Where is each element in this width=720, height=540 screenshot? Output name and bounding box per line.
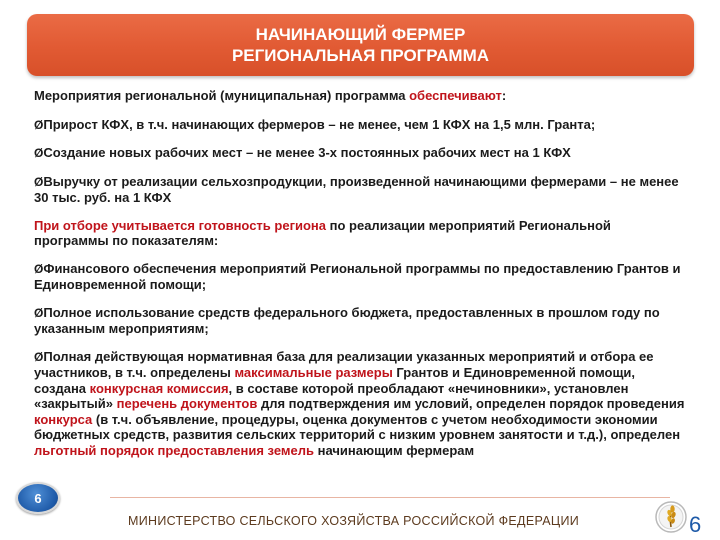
bullet-text: для подтверждения им условий, определен порядок проведения: [257, 396, 685, 411]
arrow-bullet-icon: Ø: [34, 305, 44, 320]
bullet-text: Полная действующая нормативная база для реализации указанных мероприятий и отбора ее участников, в т.ч. определены: [34, 348, 654, 380]
bullet-text: Финансового обеспечения мероприятий Региональной программы по предоставлению Грантов и Единовременной помощи;: [34, 260, 681, 292]
criteria-text: по реализации мероприятий Региональной программы по показателям:: [34, 217, 611, 248]
highlight-commission: конкурсная комиссия: [89, 380, 229, 396]
bullet-jobs: [34, 145, 686, 162]
arrow-bullet-icon: Ø: [34, 349, 44, 364]
bullet-text: Выручку от реализации сельхозпродукции, произведенной начинающими фермерами – не менее 30 тыс. руб. на 1 КФХ: [34, 173, 679, 205]
bullet-text: Грантов и Единовременной помощи, создана: [34, 365, 636, 396]
criteria-highlight: При отборе учитывается готовность региона: [34, 217, 327, 233]
bullet-text: (в т.ч. объявление, процедуры, оценка документов с учетом необходимости экономии бюджетных средств, развития сельских территорий с низким уровнем занятости и т.д.), определен: [34, 411, 681, 442]
arrow-bullet-icon: Ø: [34, 261, 44, 276]
title-banner: [27, 14, 694, 76]
intro-paragraph: [34, 88, 686, 104]
highlight-contest: конкурса: [34, 411, 93, 427]
arrow-bullet-icon: Ø: [34, 174, 44, 189]
highlight-documents-list: перечень документов: [116, 396, 258, 411]
bullet-regulatory-base: [34, 349, 686, 459]
intro-colon: :: [501, 88, 507, 103]
ministry-name: МИНИСТЕРСТВО СЕЛЬСКОГО ХОЗЯЙСТВА РОССИЙСКОЙ ФЕДЕРАЦИИ: [128, 514, 580, 528]
title-line-1: НАЧИНАЮЩИЙ ФЕРМЕР: [255, 25, 466, 44]
title-line-2: РЕГИОНАЛЬНАЯ ПРОГРАММА: [231, 46, 490, 65]
intro-highlight: обеспечивают: [409, 88, 502, 103]
arrow-bullet-icon: Ø: [34, 117, 44, 132]
bullet-text: Прирост КФХ, в т.ч. начинающих фермеров – не менее, чем 1 КФХ на 1,5 млн. Гранта;: [43, 116, 596, 132]
footer-divider: [110, 497, 670, 498]
highlight-land-procedure: льготный порядок предоставления земель: [34, 442, 314, 458]
highlight-max-sizes: максимальные размеры: [234, 365, 393, 380]
page-number: 6: [34, 490, 42, 506]
criteria-paragraph: [34, 218, 686, 249]
intro-text: Мероприятия региональной (муниципальная) программа: [34, 88, 410, 103]
bullet-text: , в составе которой преобладают «нечиновники», установлен «закрытый»: [34, 380, 629, 411]
corner-page-number: 6: [689, 512, 702, 537]
bullet-federal-budget: [34, 305, 686, 337]
bullet-text: Полное использование средств федерального бюджета, предоставленных в прошлом году по указанным мероприятиям;: [34, 304, 660, 336]
bullet-growth: [34, 117, 686, 134]
slide-content: [34, 88, 686, 458]
bullet-text: Создание новых рабочих мест – не менее 3-х постоянных рабочих мест на 1 КФХ: [43, 145, 571, 160]
wheat-emblem-icon: [654, 500, 688, 534]
page-number-badge: [16, 482, 60, 514]
bullet-financing: [34, 261, 686, 293]
bullet-text: начинающим фермерам: [314, 442, 475, 458]
bullet-revenue: [34, 174, 686, 206]
arrow-bullet-icon: Ø: [34, 146, 44, 160]
